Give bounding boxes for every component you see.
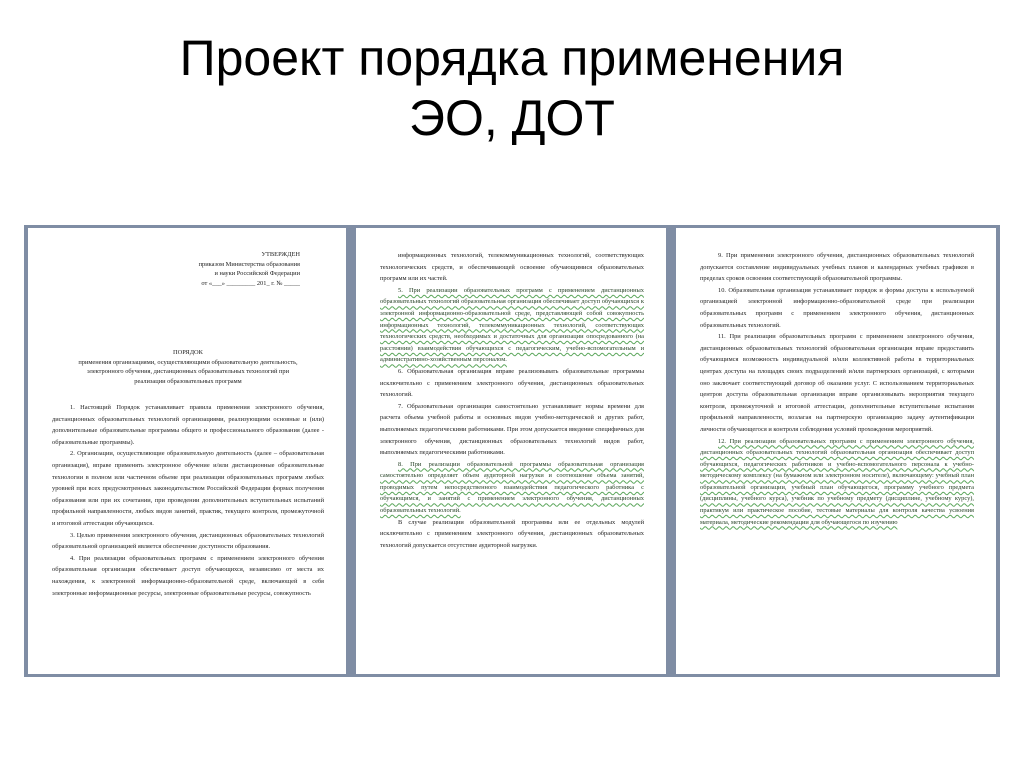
document-body	[380, 250, 644, 551]
document-paragraph: 10. Образовательная организация устанавливает порядок и формы доступа к используемой организацией электронной информационно-образовательной среде при реализации образовательных программ с применением электронного обучения, дистанционных образовательных технологий.	[700, 286, 974, 329]
approval-block	[52, 250, 324, 288]
slide-title-line-2: ЭО, ДОТ	[409, 90, 615, 146]
slide-title	[0, 28, 1024, 148]
document-paragraph: 4. При реализации образовательных программ с применением электронного обучения образовательная организация обеспечивает доступ обучающихся, независимо от места их нахождения, к электронной информационно-образовательной среде, включающей в себя электронные информационные ресурсы, электронные образовательные ресурсы, совокупность	[52, 554, 324, 597]
document-paragraph: 9. При применении электронного обучения, дистанционных образовательных технологий допускается составление индивидуальных учебных планов и календарных учебных графиков в пределах сроков освоения соответствующей образовательной программы.	[700, 252, 974, 283]
approval-line: и науки Российской Федерации	[214, 270, 300, 277]
document-paragraph: информационных технологий, телекоммуникационных технологий, соответствующих технологических средств, и обеспечивающей освоение обучающимися образовательных программ или их частей.	[380, 252, 644, 283]
slide-title-line-1: Проект порядка применения	[179, 30, 845, 86]
document-paragraph: 2. Организации, осуществляющие образовательную деятельность (далее – образовательная организация), вправе применять электронное обучение и/или дистанционные образовательные технологии в полном или частичном объеме при реализации образовательных программ любых уровней при всех предусмотренных законодательством Российской Федерации формах получения образования или при их сочетании, при проведении дополнительных вступительных испытаний профильной направленности, любых видов занятий, практик, текущего контроля, промежуточной и итоговой аттестации обучающихся.	[52, 450, 324, 527]
document-body	[700, 250, 974, 528]
document-paragraph: 12. При реализации образовательных программ с применением электронного обучения, дистанционных образовательных технологий образовательная организация обеспечивает доступ обучающихся, педагогических работников и учебно-вспомогательного персонала к учебно-методическому комплексу (на бумажном или электронном носителе), включающему: учебный план образовательной организации, учебный план обучающегося, программу учебного предмета (дисциплины, учебного курса), учебник по учебному предмету (дисциплине, учебному курсу), практикум или практическое пособие, тестовые материалы для контроля качества усвоения материала, методические рекомендации для обучающегося по изучению	[700, 437, 974, 526]
document-paragraph: В случае реализации образовательной программы или ее отдельных модулей исключительно с применением электронного обучения, дистанционных образовательных технологий допускается отсутствие аудиторной нагрузки.	[380, 518, 644, 549]
approval-line: приказом Министерства образования	[198, 260, 300, 268]
document-paragraph: 1. Настоящий Порядок устанавливает правила применения электронного обучения, дистанционных образовательных технологий организациями, реализующими основные и (или) дополнительные образовательные программы общего и профессионального образования (далее - образовательные программы).	[52, 404, 324, 446]
document-paragraph: 8. При реализации образовательной программы образовательная организация самостоятельно определяет объем аудиторной нагрузки и соотношение объема занятий, проводимых путем непосредственного взаимодействия педагогического работника с обучающимся, и занятий с применением электронного обучения, дистанционных образовательных технологий.	[380, 460, 644, 515]
document-paragraph: 7. Образовательная организация самостоятельно устанавливает нормы времени для расчета объема учебной работы и основных видов учебно-методической и других работ, выполняемых педагогическими работниками. При этом допускается введение специфичных для электронного обучения, дистанционных образовательных технологий видов работ, выполняемых педагогическими работниками.	[380, 402, 644, 457]
document-paragraph: 11. При реализации образовательных программ с применением электронного обучения, дистанционных образовательных технологий образовательная организация вправе предоставить обучающимся возможность индивидуальной и/или коллективной работы в территориальных центрах доступа на площадях своих подразделений и/или партнерских организаций, с которыми оно заключает соответствующий договор об оказании услуг. С использованием территориальных центров доступа образовательная организация вправе организовывать мероприятия текущего контроля, промежуточной и итоговой аттестации, дополнительные вступительные испытания профильной направленности, возлагая на партнерскую организацию задачу аутентификации личности обучающегося и контроля соблюдения условий прохождения мероприятий.	[700, 333, 974, 433]
document-paragraph: 5. При реализации образовательных программ с применением дистанционных образовательных технологий образовательная организация обеспечивает доступ обучающихся к электронной информационно-образовательной среде, представляющей собой совокупность информационных технологий, телекоммуникационных технологий, соответствующих технологических средств, необходимых и достаточных для организации опосредованного (на расстоянии) взаимодействия обучающихся с педагогическим, учебно-вспомогательным и административно-хозяйственным персоналом.	[380, 286, 644, 364]
document-page-1	[28, 228, 346, 674]
document-page-2	[356, 228, 666, 674]
document-heading-title: ПОРЯДОК	[173, 349, 203, 356]
document-subheading-line: реализации образовательных программ	[134, 377, 242, 385]
document-body	[52, 402, 324, 599]
document-paragraph: 6. Образовательная организация вправе реализовывать образовательные программы исключительно с применением электронного обучения, дистанционных образовательных технологий.	[380, 367, 644, 399]
document-paragraph: 3. Целью применения электронного обучения, дистанционных образовательных технологий образовательной организацией является обеспечение доступности образования.	[52, 531, 324, 551]
document-heading	[52, 348, 324, 386]
document-subheading-line: применения организациями, осуществляющими образовательную деятельность,	[78, 358, 298, 366]
approval-line: от «___» _________ 201_ г. № _____	[201, 279, 300, 287]
document-page-3	[676, 228, 996, 674]
document-subheading-line: электронного обучения, дистанционных образовательных технологий при	[87, 368, 289, 375]
approval-line: УТВЕРЖДЕН	[261, 251, 300, 258]
